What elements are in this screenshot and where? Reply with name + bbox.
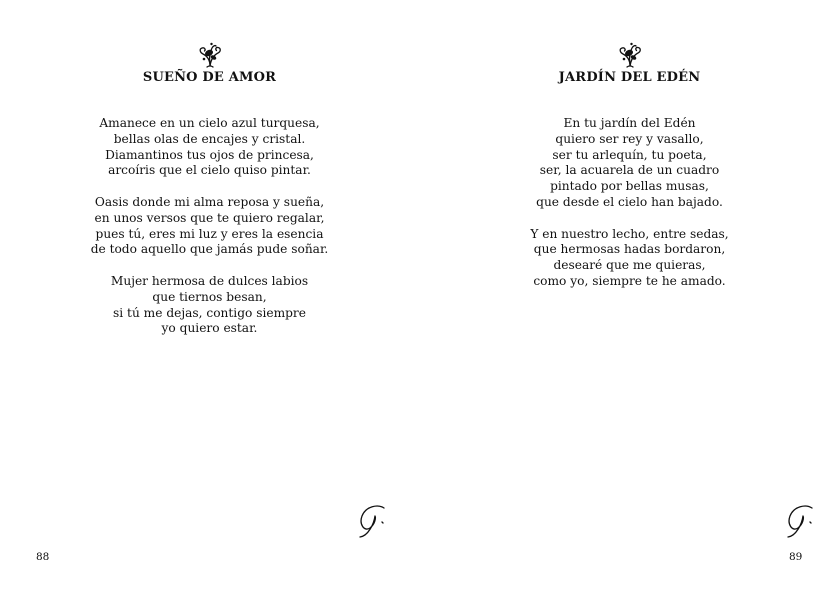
poem-line: que desde el cielo han bajado. — [536, 194, 723, 209]
right-page — [420, 0, 839, 595]
poem-stanza — [420, 227, 839, 290]
poem-line: pintado por bellas musas, — [550, 179, 709, 194]
floral-ornament-icon — [195, 40, 225, 70]
poem-line: de todo aquello que jamás pude soñar. — [90, 242, 329, 257]
poem-body — [420, 116, 839, 306]
poem-stanza — [0, 195, 419, 258]
poem-stanza — [420, 116, 839, 211]
left-page — [0, 0, 419, 595]
poem-line: Diamantinos tus ojos de princesa, — [105, 147, 314, 162]
poem-line: yo quiero estar. — [161, 321, 258, 336]
poem-line: en unos versos que te quiero regalar, — [94, 210, 325, 225]
poem-line: En tu jardín del Edén — [563, 116, 696, 130]
signature-mark — [354, 500, 398, 540]
poem-title: JARDÍN DEL EDÉN — [558, 70, 701, 85]
signature-mark — [782, 500, 826, 540]
floral-ornament-icon — [615, 40, 645, 70]
poem-line: Amanece en un cielo azul turquesa, — [99, 116, 320, 130]
page-number: 89 — [789, 551, 803, 563]
poem-line: arcoíris que el cielo quiso pintar. — [108, 163, 311, 178]
poem-line: bellas olas de encajes y cristal. — [113, 131, 306, 146]
poem-line: desearé que me quieras, — [553, 258, 706, 273]
poem-line: Mujer hermosa de dulces labios — [110, 273, 309, 288]
poem-line: Y en nuestro lecho, entre sedas, — [530, 226, 729, 241]
poem-line: quiero ser rey y vasallo, — [555, 131, 704, 146]
poem-stanza — [0, 116, 419, 179]
poem-line: pues tú, eres mi luz y eres la esencia — [95, 226, 324, 241]
poem-title: SUEÑO DE AMOR — [142, 70, 277, 85]
poem-stanza — [0, 274, 419, 337]
poem-body — [0, 116, 419, 353]
poem-line: Oasis donde mi alma reposa y sueña, — [94, 194, 325, 209]
page-number: 88 — [36, 551, 50, 563]
poem-line: si tú me dejas, contigo siempre — [113, 305, 306, 320]
poem-line: que hermosas hadas bordaron, — [533, 242, 726, 257]
poem-line: ser, la acuarela de un cuadro — [539, 163, 720, 178]
poem-line: que tiernos besan, — [152, 289, 267, 304]
poem-line: ser tu arlequín, tu poeta, — [552, 147, 707, 162]
poem-line: como yo, siempre te he amado. — [533, 273, 726, 288]
